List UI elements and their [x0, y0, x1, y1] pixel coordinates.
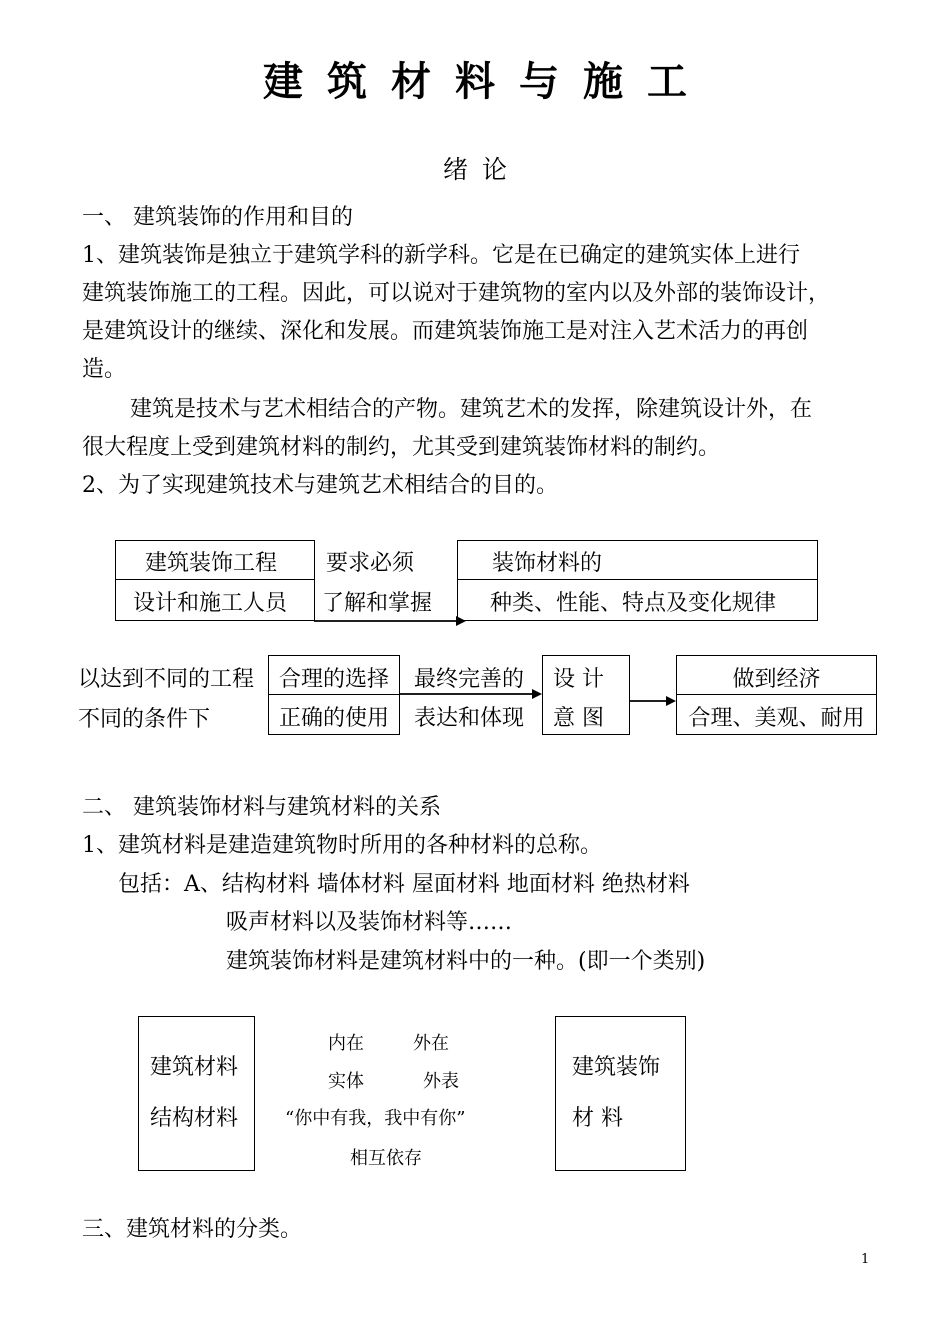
paragraph-line: 建筑装饰材料是建筑材料中的一种。(即一个类别) [226, 949, 706, 974]
section-3-heading: 三、建筑材料的分类。 [82, 1217, 303, 1242]
paragraph-line: 建筑是技术与艺术相结合的产物。建筑艺术的发挥，除建筑设计外，在 [130, 397, 813, 422]
box-text: 建筑装饰 [572, 1055, 661, 1080]
box-text: 装饰材料的 [492, 551, 603, 576]
paragraph-line: 1、建筑材料是建造建筑物时所用的各种材料的总称。 [82, 833, 602, 858]
relation-text: 实体 [328, 1071, 364, 1092]
box-decoration-materials [555, 1016, 686, 1171]
arrow-icon [400, 686, 550, 702]
divider [457, 579, 818, 580]
divider [115, 579, 315, 580]
box-text: 种类、性能、特点及变化规律 [490, 591, 777, 616]
box-text: 正确的使用 [279, 706, 390, 731]
relation-text: 内在 [328, 1033, 364, 1054]
box-text: 材 料 [572, 1106, 623, 1131]
divider [268, 694, 400, 695]
paragraph-line: 建筑装饰施工的工程。因此，可以说对于建筑物的室内以及外部的装饰设计， [82, 281, 831, 306]
flow-text: 不同的条件下 [78, 707, 211, 732]
paragraph-line: 包括：A、结构材料 墙体材料 屋面材料 地面材料 绝热材料 [118, 872, 690, 897]
relation-text: 外在 [413, 1033, 449, 1054]
box-text: 合理的选择 [279, 667, 390, 692]
connector-text: 要求必须 [326, 551, 415, 576]
paragraph-line: 吸声材料以及装饰材料等…… [226, 910, 513, 935]
paragraph-line: 很大程度上受到建筑材料的制约，尤其受到建筑装饰材料的制约。 [82, 435, 721, 460]
box-building-materials [138, 1016, 255, 1171]
paragraph-line: 2、为了实现建筑技术与建筑艺术相结合的目的。 [82, 473, 558, 498]
box-text: 意 图 [553, 706, 604, 731]
document-title: 建筑材料与施工 [263, 59, 711, 105]
arrow-icon [310, 612, 470, 632]
box-text: 做到经济 [732, 667, 821, 692]
section-2-heading: 二、 建筑装饰材料与建筑材料的关系 [82, 795, 441, 820]
connector-text: 了解和掌握 [322, 591, 433, 616]
box-text: 设计和施工人员 [133, 591, 288, 616]
paragraph-line: 造。 [82, 357, 127, 382]
box-text: 结构材料 [150, 1106, 239, 1131]
connector-text: 表达和体现 [414, 706, 525, 731]
box-text: 建筑材料 [150, 1055, 239, 1080]
box-text: 设 计 [553, 667, 604, 692]
connector-text: 最终完善的 [414, 667, 525, 692]
section-1-heading: 一、 建筑装饰的作用和目的 [82, 205, 353, 230]
flow-text: 以达到不同的工程 [78, 667, 255, 692]
divider [676, 694, 877, 695]
arrow-icon [630, 693, 680, 709]
paragraph-line: 1、建筑装饰是独立于建筑学科的新学科。它是在已确定的建筑实体上进行 [82, 243, 800, 268]
relation-text: “你中有我，我中有你” [285, 1108, 466, 1129]
box-text: 建筑装饰工程 [145, 551, 278, 576]
paragraph-line: 是建筑设计的继续、深化和发展。而建筑装饰施工是对注入艺术活力的再创 [82, 319, 809, 344]
page-number: 1 [861, 1252, 870, 1267]
section-subtitle: 绪论 [442, 155, 521, 184]
relation-text: 相互依存 [350, 1148, 422, 1169]
relation-text: 外表 [423, 1071, 459, 1092]
box-text: 合理、美观、耐用 [688, 706, 865, 731]
